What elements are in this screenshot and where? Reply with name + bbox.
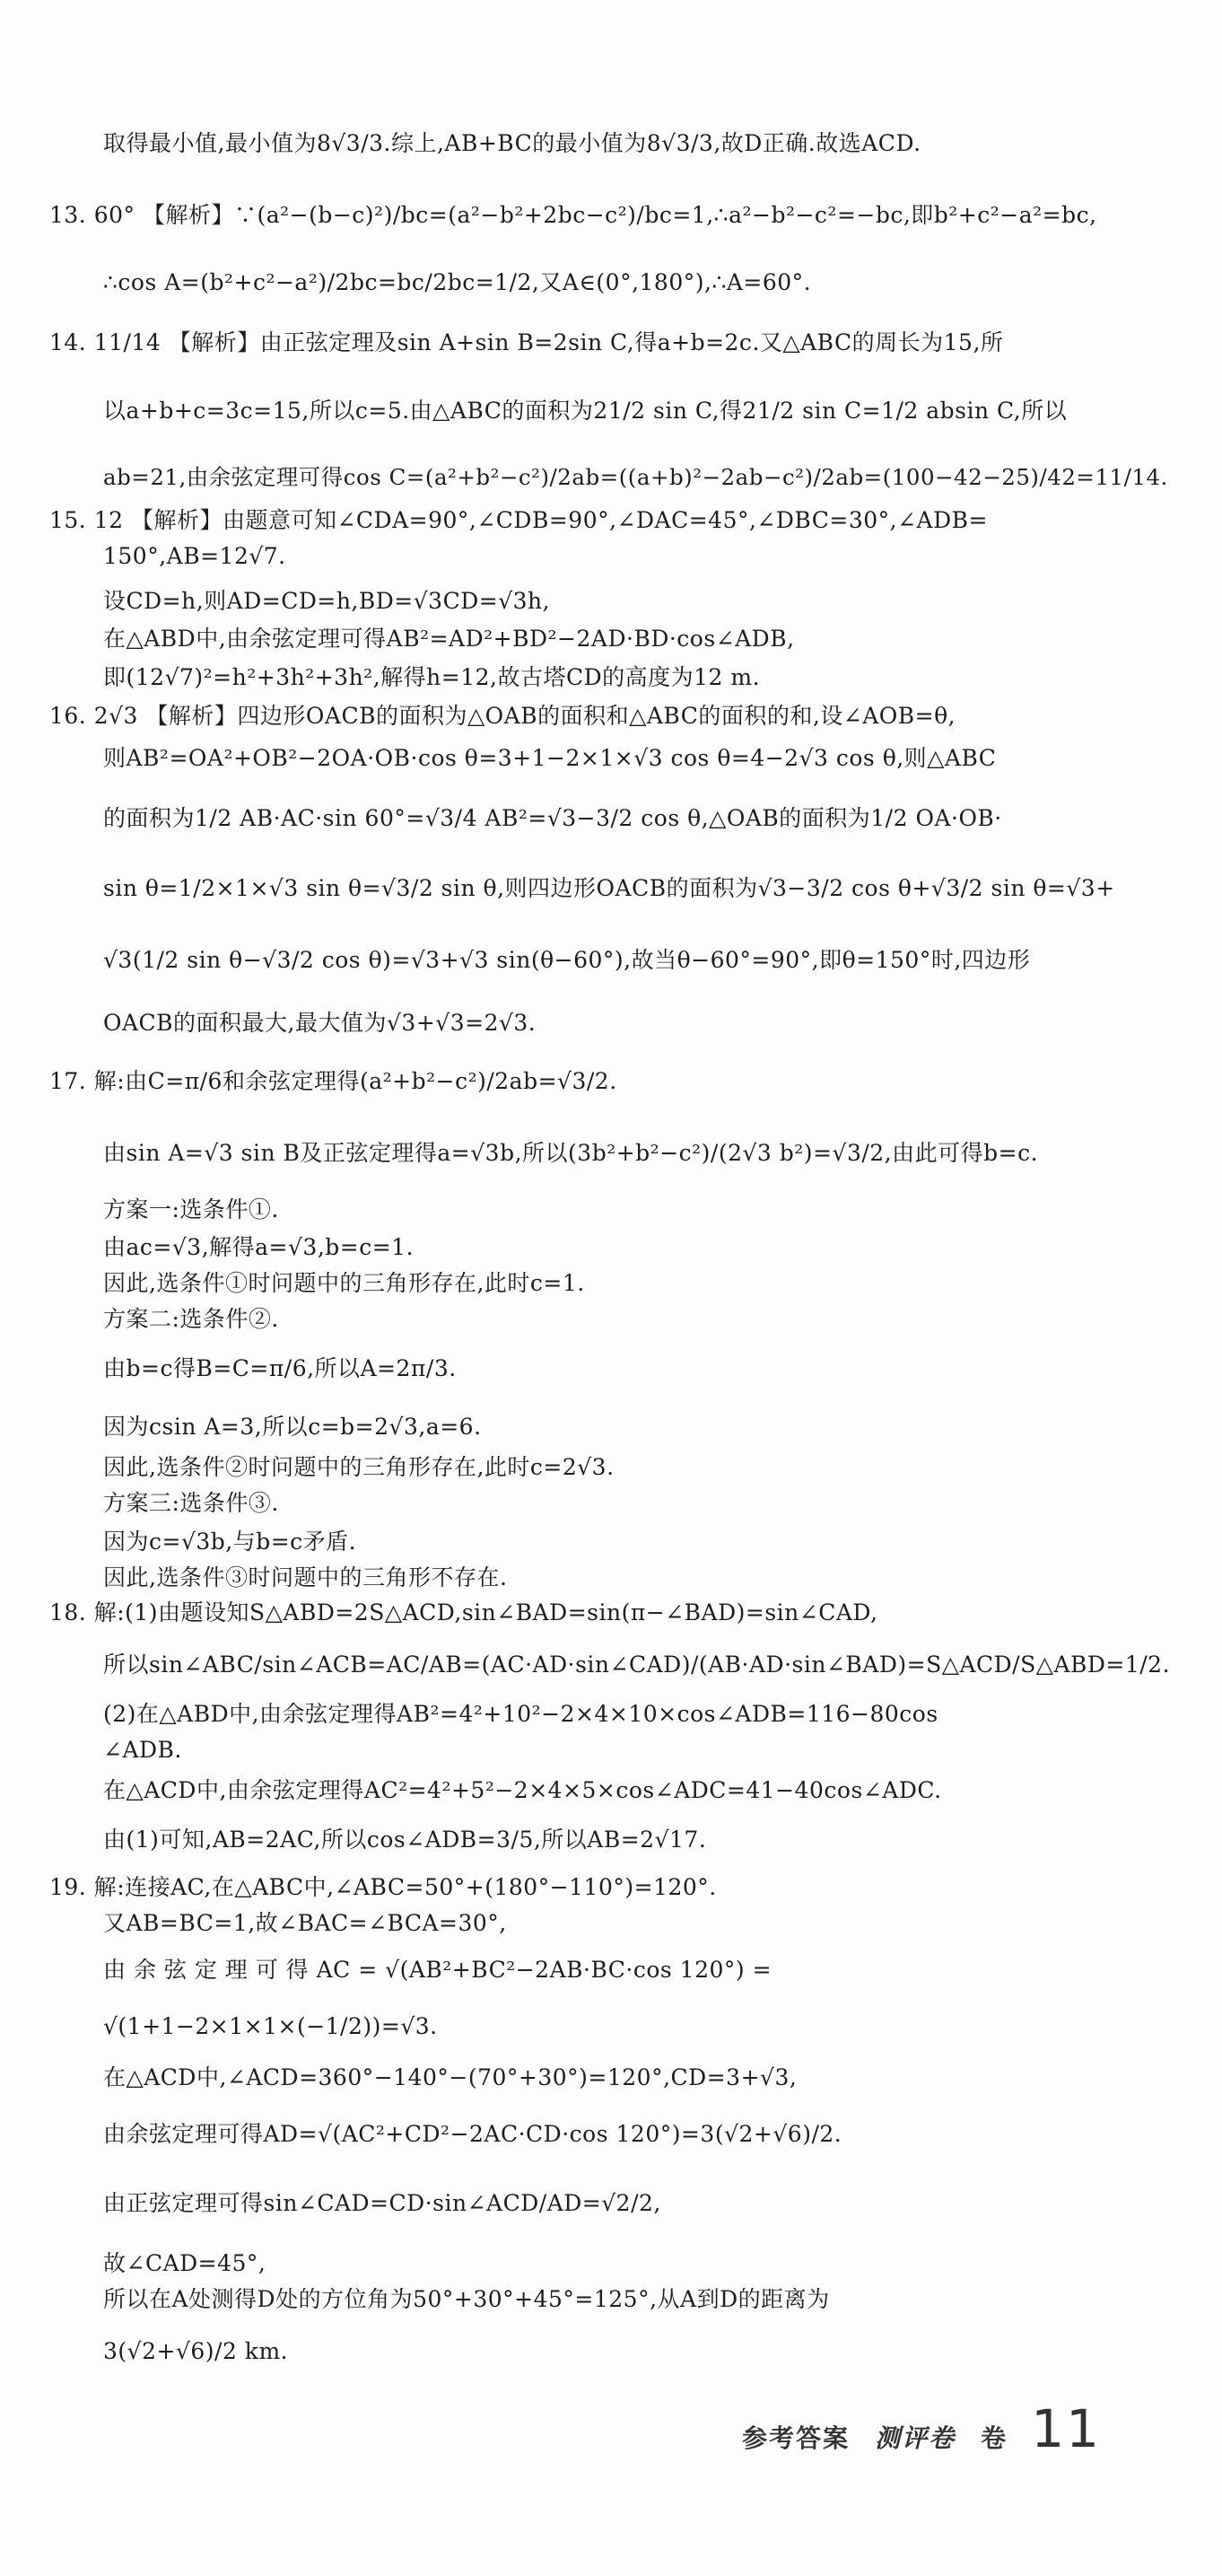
- answer-line: 又AB=BC=1,故∠BAC=∠BCA=30°,: [103, 1910, 507, 1936]
- answer-line: √(1+1−2×1×1×(−1/2))=√3.: [103, 2013, 438, 2039]
- answer-line: 13. 60° 【解析】∵(a²−(b−c)²)/bc=(a²−b²+2bc−c²)/bc=1,∴a²−b²−c²=−bc,即b²+c²−a²=bc,: [49, 202, 1097, 228]
- answer-line: 的面积为1/2 AB·AC·sin 60°=√3/4 AB²=√3−3/2 cos θ,△OAB的面积为1/2 OA·OB·: [103, 805, 1002, 831]
- answer-line: 因为csin A=3,所以c=b=2√3,a=6.: [103, 1414, 482, 1440]
- answer-line: 故∠CAD=45°,: [103, 2250, 266, 2276]
- answer-line: 所以在A处测得D处的方位角为50°+30°+45°=125°,从A到D的距离为: [103, 2286, 830, 2312]
- answer-line: ∴cos A=(b²+c²−a²)/2bc=bc/2bc=1/2,又A∈(0°,180°),∴A=60°.: [103, 269, 812, 295]
- answer-line: 16. 2√3 【解析】四边形OACB的面积为△OAB的面积和△ABC的面积的和,设∠AOB=θ,: [49, 703, 956, 729]
- page-number: 11: [1031, 2398, 1101, 2459]
- answer-line: 由正弦定理可得sin∠CAD=CD·sin∠ACD/AD=√2/2,: [103, 2190, 661, 2216]
- answer-line: 由(1)可知,AB=2AC,所以cos∠ADB=3/5,所以AB=2√17.: [103, 1827, 707, 1853]
- answer-line: 17. 解:由C=π/6和余弦定理得(a²+b²−c²)/2ab=√3/2.: [49, 1068, 617, 1094]
- answer-line: 在△ACD中,由余弦定理得AC²=4²+5²−2×4×5×cos∠ADC=41−40cos∠ADC.: [103, 1777, 942, 1803]
- answer-line: 所以sin∠ABC/sin∠ACB=AC/AB=(AC·AD·sin∠CAD)/(AB·AD·sin∠BAD)=S△ACD/S△ABD=1/2.: [103, 1652, 1171, 1678]
- answer-line: 取得最小值,最小值为8√3/3.综上,AB+BC的最小值为8√3/3,故D正确.故选ACD.: [103, 130, 921, 156]
- answer-line: √3(1/2 sin θ−√3/2 cos θ)=√3+√3 sin(θ−60°),故当θ−60°=90°,即θ=150°时,四边形: [103, 947, 1031, 973]
- answer-line: 18. 解:(1)由题设知S△ABD=2S△ACD,sin∠BAD=sin(π−∠BAD)=sin∠CAD,: [49, 1599, 878, 1625]
- answer-line: 在△ABD中,由余弦定理可得AB²=AD²+BD²−2AD·BD·cos∠ADB,: [103, 626, 795, 652]
- answer-line: 方案一:选条件①.: [103, 1196, 279, 1222]
- answer-line: 因此,选条件②时问题中的三角形存在,此时c=2√3.: [103, 1454, 615, 1480]
- answer-line: 14. 11/14 【解析】由正弦定理及sin A+sin B=2sin C,得a+b=2c.又△ABC的周长为15,所: [49, 329, 1004, 355]
- footer-test-paper: 测评卷: [875, 2423, 956, 2453]
- answer-line: OACB的面积最大,最大值为√3+√3=2√3.: [103, 1010, 537, 1036]
- answer-line: 即(12√7)²=h²+3h²+3h²,解得h=12,故古塔CD的高度为12 m.: [103, 664, 761, 690]
- answer-line: 19. 解:连接AC,在△ABC中,∠ABC=50°+(180°−110°)=120°.: [49, 1874, 717, 1900]
- answer-line: 由b=c得B=C=π/6,所以A=2π/3.: [103, 1355, 457, 1381]
- answer-line: (2)在△ABD中,由余弦定理得AB²=4²+10²−2×4×10×cos∠ADB=116−80cos: [103, 1701, 938, 1727]
- answer-line: 150°,AB=12√7.: [103, 543, 286, 569]
- answer-line: 由ac=√3,解得a=√3,b=c=1.: [103, 1234, 415, 1260]
- answer-line: ∠ADB.: [103, 1737, 182, 1763]
- answer-line: 方案三:选条件③.: [103, 1490, 279, 1516]
- answer-line: 因此,选条件③时问题中的三角形不存在.: [103, 1564, 508, 1590]
- footer-volume: 卷: [981, 2423, 1007, 2453]
- answer-line: 15. 12 【解析】由题意可知∠CDA=90°,∠CDB=90°,∠DAC=45°,∠DBC=30°,∠ADB=: [49, 507, 988, 533]
- answer-line: 3(√2+√6)/2 km.: [103, 2338, 289, 2364]
- answer-line: 在△ACD中,∠ACD=360°−140°−(70°+30°)=120°,CD=3+√3,: [103, 2064, 798, 2090]
- answer-line: sin θ=1/2×1×√3 sin θ=√3/2 sin θ,则四边形OACB的面积为√3−3/2 cos θ+√3/2 sin θ=√3+: [103, 875, 1115, 901]
- answer-line: 则AB²=OA²+OB²−2OA·OB·cos θ=3+1−2×1×√3 cos θ=4−2√3 cos θ,则△ABC: [103, 745, 997, 771]
- answer-line: 由 余 弦 定 理 可 得 AC = √(AB²+BC²−2AB·BC·cos 120°) =: [103, 1957, 772, 1983]
- footer-reference-answers: 参考答案: [742, 2423, 851, 2453]
- answer-line: 方案二:选条件②.: [103, 1306, 279, 1332]
- answer-line: 以a+b+c=3c=15,所以c=5.由△ABC的面积为21/2 sin C,得21/2 sin C=1/2 absin C,所以: [103, 398, 1068, 424]
- page-footer: [742, 2398, 1101, 2459]
- answer-line: ab=21,由余弦定理可得cos C=(a²+b²−c²)/2ab=((a+b)²−2ab−c²)/2ab=(100−42−25)/42=11/14.: [103, 464, 1168, 490]
- answer-line: 由sin A=√3 sin B及正弦定理得a=√3b,所以(3b²+b²−c²)/(2√3 b²)=√3/2,由此可得b=c.: [103, 1140, 1039, 1166]
- answer-line: 设CD=h,则AD=CD=h,BD=√3CD=√3h,: [103, 588, 551, 614]
- answer-line: 因为c=√3b,与b=c矛盾.: [103, 1529, 357, 1555]
- answer-line: 由余弦定理可得AD=√(AC²+CD²−2AC·CD·cos 120°)=3(√2+√6)/2.: [103, 2121, 842, 2147]
- answer-line: 因此,选条件①时问题中的三角形存在,此时c=1.: [103, 1270, 585, 1296]
